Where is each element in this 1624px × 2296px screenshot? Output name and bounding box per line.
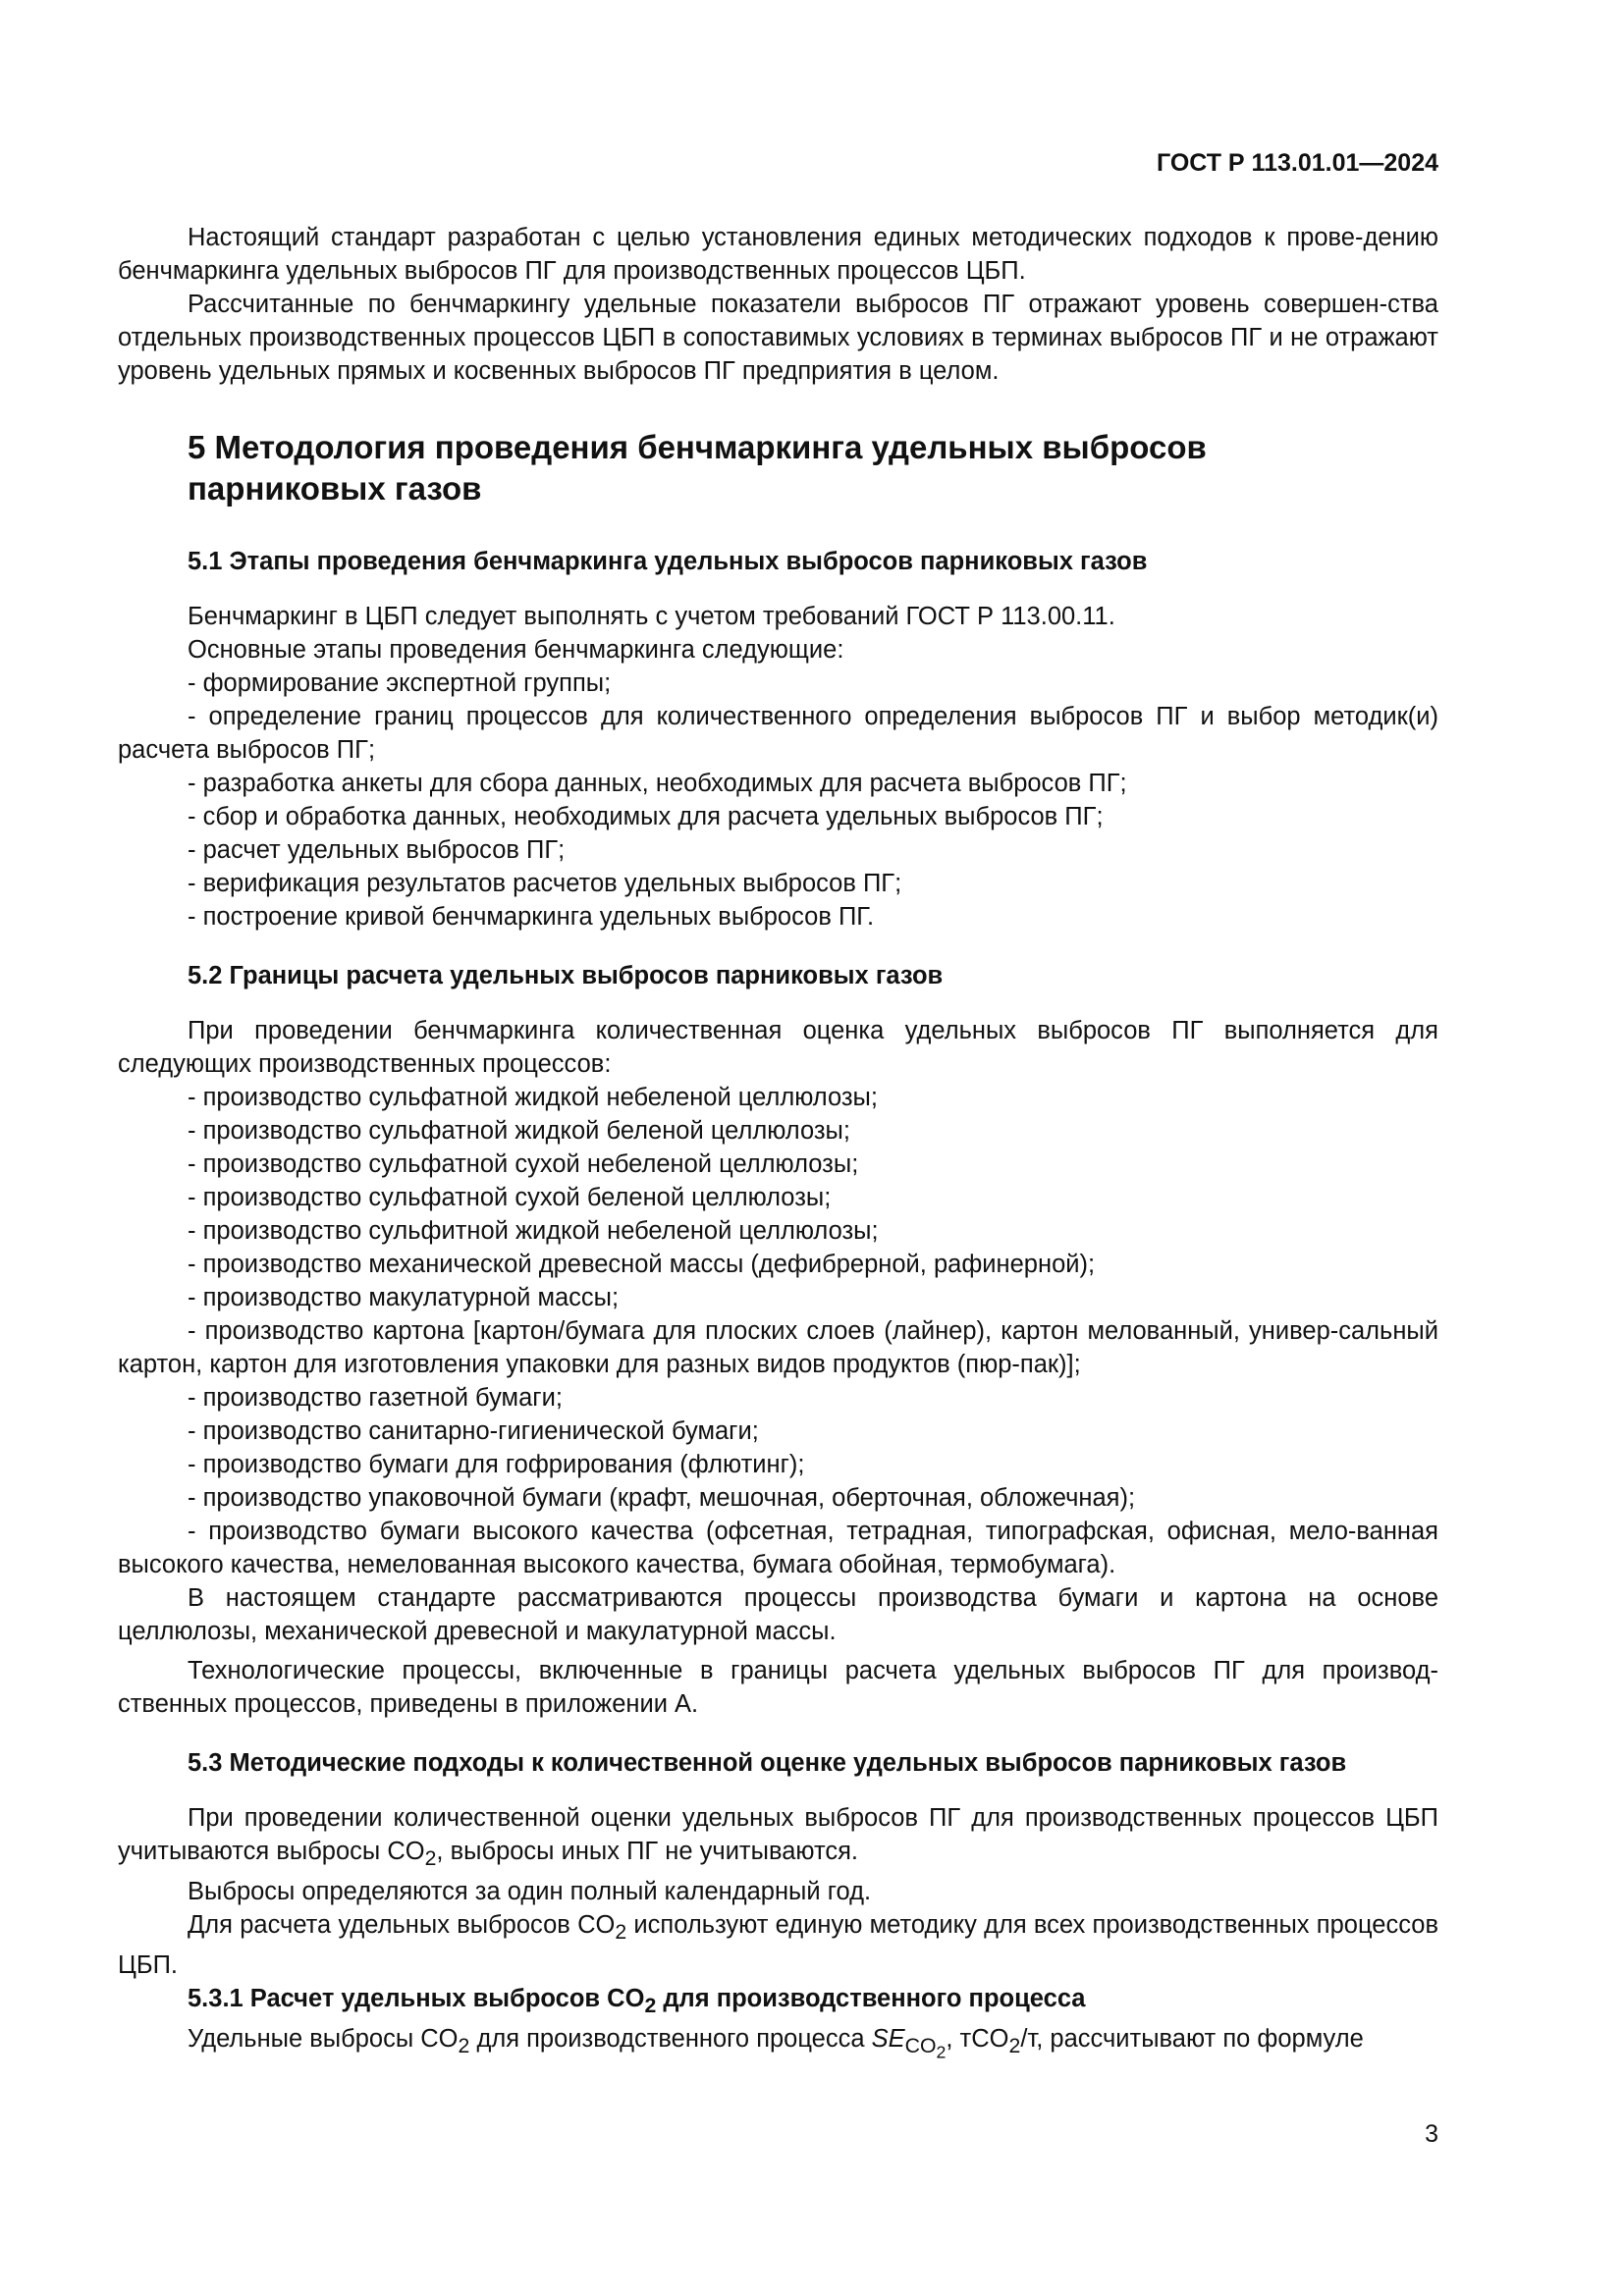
paragraph: Основные этапы проведения бенчмаркинга следующие:: [188, 636, 844, 664]
intro-paragraph: Настоящий стандарт разработан с целью установления единых методических подходов к прове-дению бенчмаркинга удельных выбросов ПГ для производственных процессов ЦБП.: [118, 224, 1438, 285]
text-run: , тCO: [946, 2025, 1009, 2054]
list-item: - определение границ процессов для количественного определения выбросов ПГ и выбор методик(и) расчета выбросов ПГ;: [118, 703, 1438, 764]
list-item: - производство газетной бумаги;: [188, 1384, 563, 1412]
subscript: 2: [1008, 2034, 1021, 2058]
subscript: 2: [615, 1920, 627, 1945]
list-item: - построение кривой бенчмаркинга удельных выбросов ПГ.: [188, 903, 875, 931]
list-item: - сбор и обработка данных, необходимых для расчета удельных выбросов ПГ;: [188, 803, 1104, 830]
list-item: - производство сульфатной жидкой небеленой целлюлозы;: [188, 1084, 878, 1111]
section-5-2-title: 5.2 Границы расчета удельных выбросов парниковых газов: [188, 962, 944, 989]
paragraph: [118, 1801, 1438, 1875]
text-run: для производственного процесса: [656, 1985, 1086, 2013]
text-run: , выбросы иных ПГ не учитываются.: [436, 1838, 858, 1865]
text-run: /т, рассчитывают по формуле: [1020, 2025, 1364, 2054]
document-id-header: ГОСТ Р 113.01.01—2024: [1156, 149, 1438, 177]
paragraph: [118, 2022, 1438, 2068]
formula-symbol: SE: [871, 2025, 905, 2054]
section-5-title-line1: 5 Методология проведения бенчмаркинга удельных выбросов: [188, 429, 1207, 465]
text-run: Для расчета удельных выбросов CO: [188, 1911, 616, 1940]
paragraph: При проведении бенчмаркинга количественная оценка удельных выбросов ПГ выполняется для следующих производственных процессов:: [118, 1017, 1438, 1078]
list-item: - производство сульфатной жидкой беленой целлюлозы;: [188, 1117, 850, 1145]
paragraph: Технологические процессы, включенные в границы расчета удельных выбросов ПГ для производ-ственных процессов, приведены в приложении А.: [118, 1657, 1438, 1718]
list-item: - формирование экспертной группы;: [188, 669, 612, 697]
section-5-1-title: 5.1 Этапы проведения бенчмаркинга удельных выбросов парниковых газов: [188, 548, 1148, 575]
paragraph: Выбросы определяются за один полный календарный год.: [188, 1878, 872, 1906]
paragraph: В настоящем стандарте рассматриваются процессы производства бумаги и картона на основе целлюлозы, механической древесной и макулатурной массы.: [118, 1584, 1438, 1645]
list-item: - производство сульфитной жидкой небеленой целлюлозы;: [188, 1217, 879, 1245]
text-run: При проведении количественной оценки удельных выбросов ПГ для производственных процессов ЦБП учитываются выбросы CO: [118, 1804, 1438, 1865]
list-item: - разработка анкеты для сбора данных, необходимых для расчета выбросов ПГ;: [188, 770, 1127, 797]
list-item: - производство макулатурной массы;: [188, 1284, 620, 1311]
text-run: Удельные выбросы CO: [188, 2025, 459, 2054]
text-run: 5.3.1 Расчет удельных выбросов CO: [188, 1985, 645, 2013]
list-item: - расчет удельных выбросов ПГ;: [188, 836, 566, 864]
subscript: 2: [424, 1846, 437, 1871]
page-number: 3: [1425, 2120, 1438, 2148]
list-item: - производство санитарно-гигиенической бумаги;: [188, 1417, 759, 1445]
page-body: [118, 221, 1438, 2069]
list-item: - производство бумаги для гофрирования (флютинг);: [188, 1451, 805, 1478]
text-run: для производственного процесса: [469, 2025, 872, 2054]
list-item: - производство механической древесной массы (дефибрерной, рафинерной);: [188, 1251, 1096, 1278]
list-item: - производство картона [картон/бумага для плоских слоев (лайнер), картон мелованный, универ-сальный картон, картон для изготовления упаковки для разных видов продуктов (пюр-пак)];: [118, 1317, 1438, 1378]
section-5-3-1-title: [188, 1982, 1438, 2022]
list-item: - верификация результатов расчетов удельных выбросов ПГ;: [188, 870, 902, 897]
list-item: - производство упаковочной бумаги (крафт, мешочная, оберточная, обложечная);: [188, 1484, 1136, 1512]
formula-subscript: CO2: [904, 2034, 947, 2062]
intro-paragraph: Рассчитанные по бенчмаркингу удельные показатели выбросов ПГ отражают уровень совершен-ства отдельных производственных процессов ЦБП в сопоставимых условиях в терминах выбросов ПГ и не отражают уровень удельных прямых и косвенных выбросов ПГ предприятия в целом.: [118, 291, 1438, 385]
paragraph: [118, 1908, 1438, 1982]
subscript: 2: [458, 2034, 470, 2058]
subscript: 2: [644, 1994, 657, 2018]
list-item: - производство бумаги высокого качества (офсетная, тетрадная, типографская, офисная, мело-ванная высокого качества, немелованная высокого качества, бумага обойная, термобумага).: [118, 1518, 1438, 1578]
section-5-title: [188, 427, 1438, 509]
paragraph: Бенчмаркинг в ЦБП следует выполнять с учетом требований ГОСТ Р 113.00.11.: [188, 603, 1115, 630]
section-5-title-line2: парниковых газов: [188, 470, 482, 507]
section-5-3-title: 5.3 Методические подходы к количественной оценке удельных выбросов парниковых газов: [188, 1749, 1347, 1777]
list-item: - производство сульфатной сухой беленой целлюлозы;: [188, 1184, 832, 1211]
list-item: - производство сульфатной сухой небеленой целлюлозы;: [188, 1150, 859, 1178]
text-run: используют единую методику для всех производственных процессов ЦБП.: [118, 1911, 1438, 1980]
